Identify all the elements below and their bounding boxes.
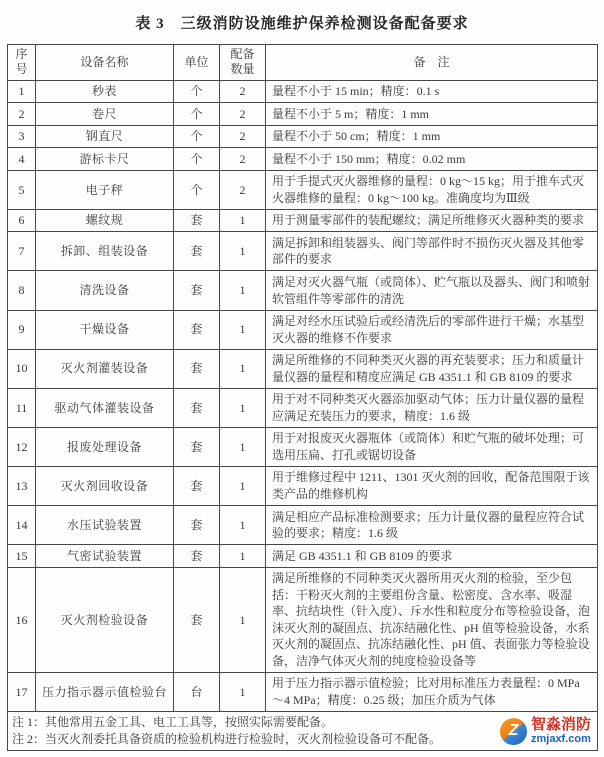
table-title: 表 3 三级消防设施维护保养检测设备配备要求 [135,16,469,32]
footnote: 注 2：当灭火剂委托具备资质的检验机构进行检验时，灭火剂检验设备可不配备。 [12,732,442,747]
cell-unit: 套 [174,388,220,427]
cell-note: 量程不小于 50 cm；精度：1 mm [266,125,598,148]
cell-unit: 套 [174,310,220,349]
brand-logo-icon: Z [500,718,527,745]
cell-equipment-name: 卷尺 [36,103,174,126]
cell-equipment-name: 压力指示器示值检验台 [36,672,174,711]
cell-serial-number: 4 [8,148,36,171]
cell-note: 量程不小于 150 mm；精度：0.02 mm [266,148,598,171]
table-row [8,80,598,103]
cell-equipment-name: 驱动气体灌装设备 [36,388,174,427]
cell-quantity: 1 [220,349,266,388]
cell-quantity: 1 [220,567,266,672]
cell-serial-number: 12 [8,427,36,466]
cell-equipment-name: 灭火剂灌装设备 [36,349,174,388]
cell-equipment-name: 秒表 [36,80,174,103]
cell-unit: 套 [174,427,220,466]
header-row [8,45,598,81]
footnotes-row [8,712,598,751]
brand-name: 智淼消防 [530,716,591,734]
cell-quantity: 1 [220,427,266,466]
cell-note: 满足所维修的不同种类灭火器所用灭火剂的检验，至少包括：干粉灭火剂的主要组份含量、松密度、含水率、吸湿率、抗结块性（针入度）、斥水性和粒度分布等检验设备，泡沫灭火剂的凝固点、抗冻结融化性、pH 值等检验设备，水系灭火剂的凝固点、抗冻结融化性、pH 值、表面张力等检验设备，洁净气体灭火剂的纯度检验设备等 [266,567,598,672]
table-row [8,567,598,672]
table-row [8,125,598,148]
cell-unit: 台 [174,672,220,711]
cell-unit: 个 [174,170,220,209]
cell-quantity: 2 [220,148,266,171]
cell-unit: 个 [174,80,220,103]
cell-unit: 套 [174,567,220,672]
cell-note: 用于压力指示器示值检验；比对用标准压力表量程：0 MPa～4 MPa；精度：0.25 级；加压介质为气体 [266,672,598,711]
cell-serial-number: 15 [8,545,36,568]
cell-note: 满足 GB 4351.1 和 GB 8109 的要求 [266,545,598,568]
cell-quantity: 1 [220,209,266,232]
col-header-quantity: 配备数量 [220,45,266,81]
cell-serial-number: 11 [8,388,36,427]
cell-unit: 个 [174,125,220,148]
cell-serial-number: 10 [8,349,36,388]
cell-note: 满足相应产品标准检测要求；压力计量仪器的量程应符合试验的要求；精度：1.6 级 [266,506,598,545]
cell-quantity: 1 [220,466,266,505]
cell-note: 量程不小于 15 min；精度：0.1 s [266,80,598,103]
cell-quantity: 1 [220,232,266,271]
cell-serial-number: 9 [8,310,36,349]
cell-serial-number: 1 [8,80,36,103]
cell-equipment-name: 报废处理设备 [36,427,174,466]
cell-unit: 套 [174,466,220,505]
table-body [8,80,598,712]
table-row [8,103,598,126]
table-row [8,209,598,232]
cell-note: 满足对灭火器气瓶（或筒体）、贮气瓶以及器头、阀门和喷射软管组件等零部件的清洗 [266,271,598,310]
cell-equipment-name: 清洗设备 [36,271,174,310]
cell-note: 用于维修过程中 1211、1301 灭火剂的回收，配备范围限于该类产品的维修机构 [266,466,598,505]
equipment-requirements-table [7,44,598,751]
brand-website: zmjaxf.com [530,732,591,745]
cell-note: 用于测量零部件的装配螺纹；满足所维修灭火器种类的要求 [266,209,598,232]
cell-equipment-name: 气密试验装置 [36,545,174,568]
col-header-note: 备 注 [266,45,598,81]
cell-quantity: 2 [220,170,266,209]
cell-note: 满足拆卸和组装器头、阀门等部件时不损伤灭火器及其他零部件的要求 [266,232,598,271]
cell-note: 用于手提式灭火器维修的量程：0 kg～15 kg；用于推车式灭火器维修的量程：0 kg～100 kg。准确度均为Ⅲ级 [266,170,598,209]
table-row [8,506,598,545]
cell-equipment-name: 拆卸、组装设备 [36,232,174,271]
cell-serial-number: 14 [8,506,36,545]
col-header-unit: 单位 [174,45,220,81]
cell-quantity: 2 [220,80,266,103]
brand-text-block [531,717,591,745]
cell-equipment-name: 游标卡尺 [36,148,174,171]
table-row [8,310,598,349]
cell-equipment-name: 水压试验装置 [36,506,174,545]
table-row [8,349,598,388]
table-row [8,271,598,310]
cell-serial-number: 8 [8,271,36,310]
cell-quantity: 1 [220,506,266,545]
cell-note: 满足所维修的不同种类灭火器的再充装要求；压力和质量计量仪器的量程和精度应满足 GB 4351.1 和 GB 8109 的要求 [266,349,598,388]
cell-quantity: 1 [220,388,266,427]
table-row [8,427,598,466]
cell-quantity: 1 [220,271,266,310]
table-row [8,388,598,427]
cell-equipment-name: 灭火剂回收设备 [36,466,174,505]
cell-note: 用于对报废灭火器瓶体（或筒体）和贮气瓶的破坏处理；可选用压扁、打孔或锯切设备 [266,427,598,466]
cell-equipment-name: 电子秤 [36,170,174,209]
cell-unit: 套 [174,209,220,232]
cell-unit: 个 [174,103,220,126]
cell-equipment-name: 灭火剂检验设备 [36,567,174,672]
cell-serial-number: 2 [8,103,36,126]
cell-serial-number: 6 [8,209,36,232]
cell-unit: 套 [174,349,220,388]
col-header-serial: 序号 [8,45,36,81]
cell-quantity: 1 [220,310,266,349]
cell-equipment-name: 干燥设备 [36,310,174,349]
cell-quantity: 1 [220,545,266,568]
footnotes-cell [8,712,598,751]
cell-serial-number: 7 [8,232,36,271]
table-row [8,148,598,171]
brand-watermark [496,717,591,745]
cell-serial-number: 3 [8,125,36,148]
cell-serial-number: 16 [8,567,36,672]
cell-unit: 套 [174,271,220,310]
cell-quantity: 2 [220,103,266,126]
cell-equipment-name: 钢直尺 [36,125,174,148]
cell-serial-number: 5 [8,170,36,209]
cell-quantity: 1 [220,672,266,711]
cell-unit: 个 [174,148,220,171]
cell-unit: 套 [174,506,220,545]
cell-note: 用于对不同种类灭火器添加驱动气体；压力计量仪器的量程应满足充装压力的要求，精度：1.6 级 [266,388,598,427]
cell-serial-number: 17 [8,672,36,711]
table-row [8,232,598,271]
cell-quantity: 2 [220,125,266,148]
table-row [8,545,598,568]
cell-note: 满足对经水压试验后或经清洗后的零部件进行干燥；水基型灭火器的维修不作要求 [266,310,598,349]
col-header-equipment-name: 设备名称 [36,45,174,81]
table-row [8,170,598,209]
cell-note: 量程不小于 5 m；精度：1 mm [266,103,598,126]
table-row [8,672,598,711]
cell-unit: 套 [174,545,220,568]
cell-unit: 套 [174,232,220,271]
cell-serial-number: 13 [8,466,36,505]
cell-equipment-name: 螺纹规 [36,209,174,232]
table-row [8,466,598,505]
footnote: 注 1：其他常用五金工具、电工工具等，按照实际需要配备。 [12,715,334,730]
